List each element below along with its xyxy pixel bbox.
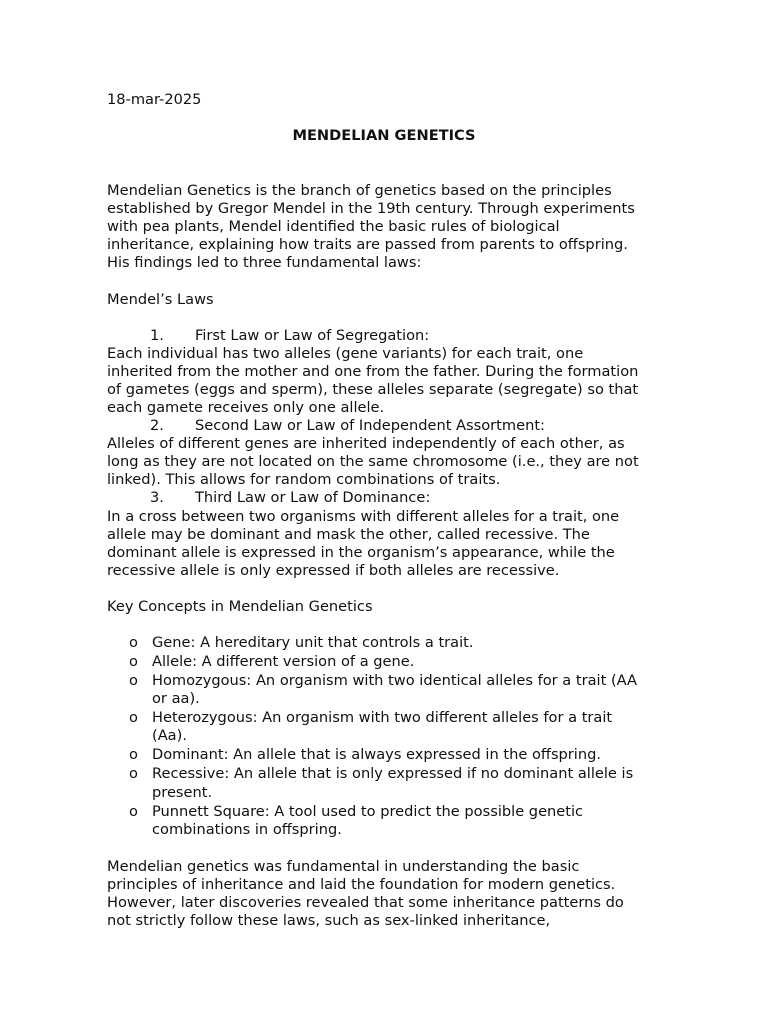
law-text-line: recessive allele is only expressed if both alleles are recessive. xyxy=(107,562,560,579)
document-title: MENDELIAN GENETICS xyxy=(292,127,476,144)
document-date: 18-mar-2025 xyxy=(107,91,202,108)
law-text-line: linked). This allows for random combinations of traits. xyxy=(107,471,501,488)
law-text-line: dominant allele is expressed in the organism’s appearance, while the xyxy=(107,544,615,561)
intro-line: established by Gregor Mendel in the 19th century. Through experiments xyxy=(107,200,635,217)
concept-item: Punnett Square: A tool used to predict the possible genetic xyxy=(152,803,584,820)
law-text-line: allele may be dominant and mask the other, called recessive. The xyxy=(107,526,590,543)
intro-line: with pea plants, Mendel identified the basic rules of biological xyxy=(107,218,560,235)
law-number: 2. xyxy=(150,417,164,434)
law-title: Third Law or Law of Dominance: xyxy=(195,489,431,506)
law-title: Second Law or Law of Independent Assortment: xyxy=(195,417,545,434)
bullet-marker: o xyxy=(129,765,138,782)
concept-item: Allele: A different version of a gene. xyxy=(152,653,415,670)
bullet-marker: o xyxy=(129,653,138,670)
law-text-line: In a cross between two organisms with different alleles for a trait, one xyxy=(107,508,620,525)
conclusion-line: However, later discoveries revealed that some inheritance patterns do xyxy=(107,894,624,911)
concept-item-continued: or aa). xyxy=(152,690,200,707)
conclusion-line: Mendelian genetics was fundamental in understanding the basic xyxy=(107,858,580,875)
conclusion-line: not strictly follow these laws, such as sex-linked inheritance, xyxy=(107,912,551,929)
bullet-marker: o xyxy=(129,634,138,651)
bullet-marker: o xyxy=(129,672,138,689)
intro-line: Mendelian Genetics is the branch of genetics based on the principles xyxy=(107,182,612,199)
laws-heading: Mendel’s Laws xyxy=(107,291,214,308)
concept-item: Gene: A hereditary unit that controls a trait. xyxy=(152,634,474,651)
concept-item: Heterozygous: An organism with two different alleles for a trait xyxy=(152,709,613,726)
bullet-marker: o xyxy=(129,746,138,763)
bullet-marker: o xyxy=(129,709,138,726)
conclusion-line: principles of inheritance and laid the foundation for modern genetics. xyxy=(107,876,616,893)
law-text-line: Alleles of different genes are inherited independently of each other, as xyxy=(107,435,625,452)
concept-item-continued: (Aa). xyxy=(152,727,187,744)
law-text-line: Each individual has two alleles (gene variants) for each trait, one xyxy=(107,345,584,362)
law-text-line: each gamete receives only one allele. xyxy=(107,399,385,416)
bullet-marker: o xyxy=(129,803,138,820)
intro-line: inheritance, explaining how traits are passed from parents to offspring. xyxy=(107,236,628,253)
law-number: 3. xyxy=(150,489,164,506)
law-text-line: of gametes (eggs and sperm), these alleles separate (segregate) so that xyxy=(107,381,639,398)
law-text-line: long as they are not located on the same chromosome (i.e., they are not xyxy=(107,453,639,470)
law-number: 1. xyxy=(150,327,164,344)
concept-item: Homozygous: An organism with two identical alleles for a trait (AA xyxy=(152,672,638,689)
law-text-line: inherited from the mother and one from the father. During the formation xyxy=(107,363,639,380)
concept-item: Dominant: An allele that is always expressed in the offspring. xyxy=(152,746,602,763)
concept-item-continued: combinations in offspring. xyxy=(152,821,342,838)
concept-item: Recessive: An allele that is only expressed if no dominant allele is xyxy=(152,765,634,782)
law-title: First Law or Law of Segregation: xyxy=(195,327,430,344)
intro-line: His findings led to three fundamental laws: xyxy=(107,254,422,271)
concepts-heading: Key Concepts in Mendelian Genetics xyxy=(107,598,373,615)
concept-item-continued: present. xyxy=(152,784,213,801)
